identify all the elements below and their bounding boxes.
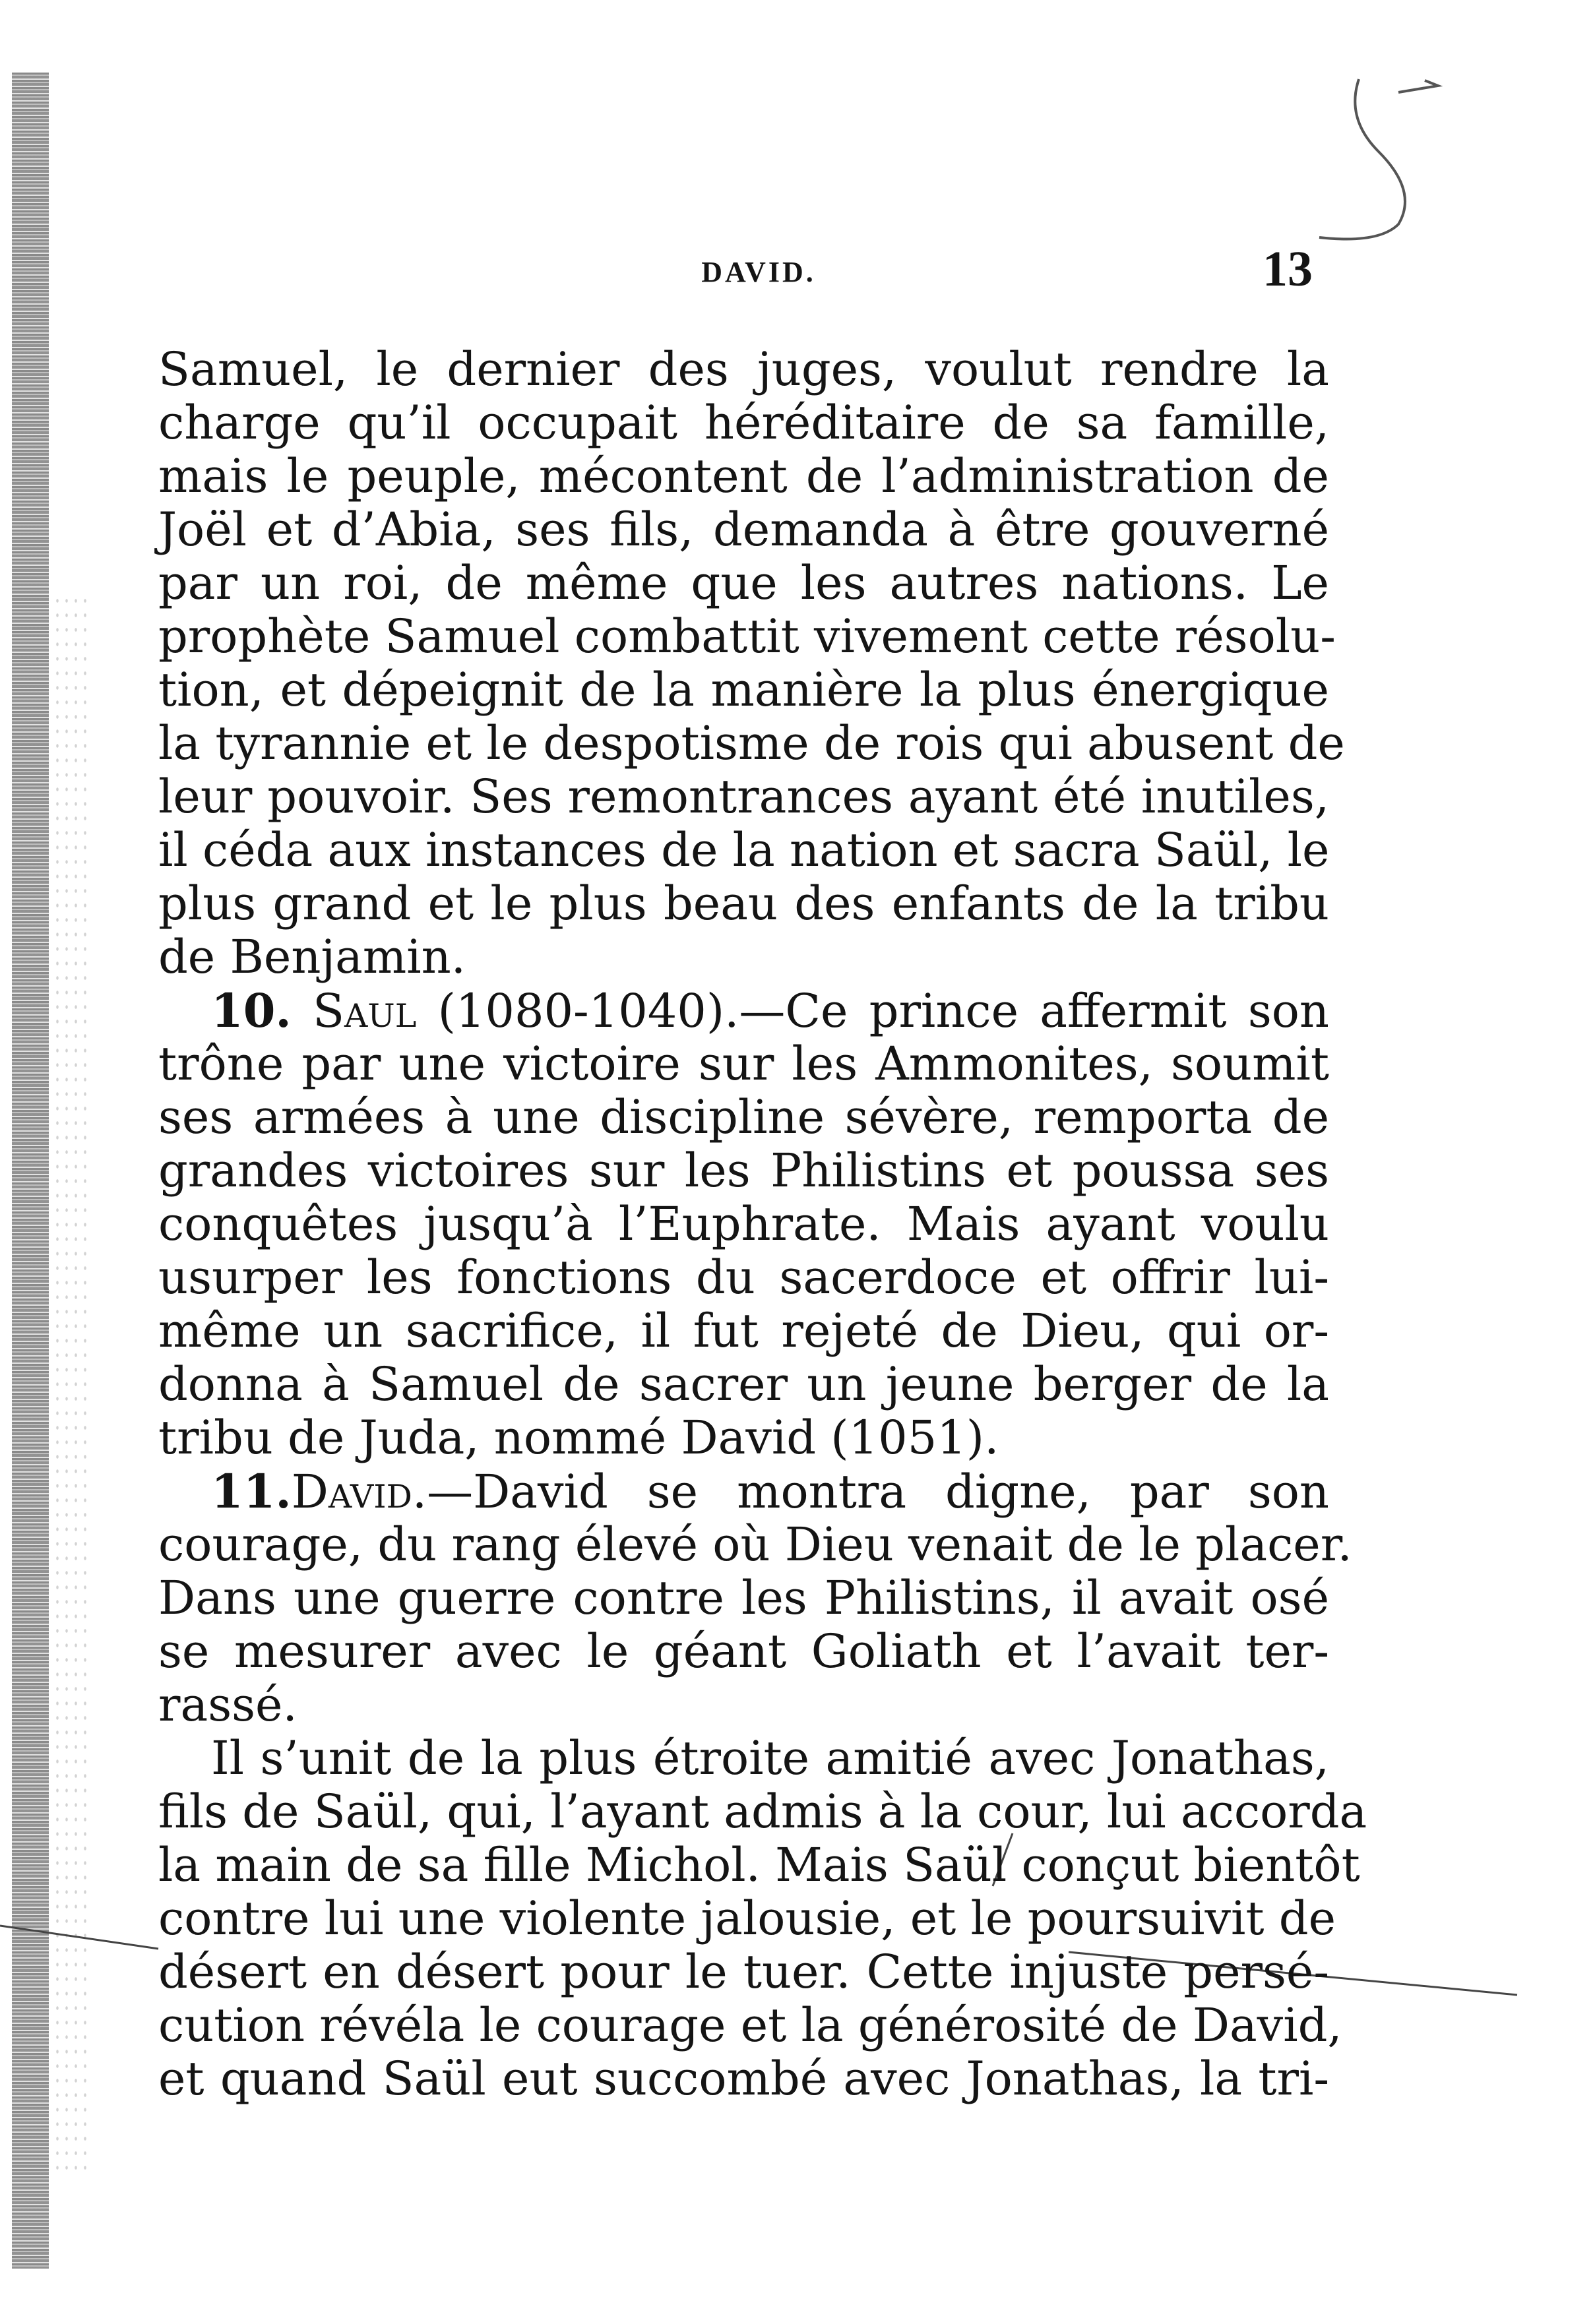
text-line: il céda aux instances de la nation et sacra Saül, le: [158, 823, 1330, 877]
text-line: charge qu’il occupait héréditaire de sa famille,: [158, 396, 1329, 450]
section-heading: Saul: [313, 984, 417, 1038]
text-line: usurper les fonctions du sacerdoce et offrir lui-: [158, 1250, 1329, 1304]
section-11-first-line: [158, 1465, 1329, 1518]
text-line: par un roi, de même que les autres nations. Le: [158, 556, 1329, 610]
text-line: conquêtes jusqu’à l’Euphrate. Mais ayant voulu: [158, 1197, 1329, 1251]
text-fragment: (1080-1040).—Ce prince affermit son: [437, 984, 1329, 1038]
running-head: DAVID.: [701, 256, 816, 288]
text-line: la main de sa fille Michol. Mais Saül conçut bientôt: [158, 1838, 1360, 1892]
text-line: la tyrannie et le despotisme de rois qui abusent de: [158, 716, 1345, 770]
section-heading: David: [291, 1465, 412, 1519]
body-text: [158, 342, 1367, 2106]
text-line: Il s’unit de la plus étroite amitié avec Jonathas,: [211, 1731, 1329, 1785]
text-line: ses armées à une discipline sévère, remporta de: [158, 1090, 1329, 1144]
text-line: de Benjamin.: [158, 930, 466, 984]
section-number: 10.: [211, 983, 292, 1038]
text-line: tribu de Juda, nommé David (1051).: [158, 1411, 999, 1465]
text-line: grandes victoires sur les Philistins et poussa ses: [158, 1144, 1329, 1198]
text-line: même un sacrifice, il fut rejeté de Dieu, qui or-: [158, 1304, 1329, 1358]
text-line: Joël et d’Abia, ses fils, demanda à être gouverné: [158, 503, 1329, 557]
text-line: rassé.: [158, 1678, 297, 1732]
text-line: plus grand et le plus beau des enfants de la tribu: [158, 876, 1329, 931]
text-line: fils de Saül, qui, l’ayant admis à la cour, lui accorda: [158, 1785, 1367, 1839]
text-line: Samuel, le dernier des juges, voulut rendre la: [158, 342, 1329, 396]
text-line: se mesurer avec le géant Goliath et l’avait ter-: [158, 1624, 1329, 1678]
section-10-first-line: [158, 984, 1329, 1037]
text-line: et quand Saül eut succombé avec Jonathas, la tri-: [158, 2052, 1329, 2106]
text-fragment: .—David se montra digne, par son: [412, 1465, 1329, 1519]
text-line: Dans une guerre contre les Philistins, il avait osé: [158, 1571, 1329, 1625]
page-header: [158, 241, 1332, 313]
text-line: tion, et dépeignit de la manière la plus énergique: [158, 663, 1329, 717]
text-line: mais le peuple, mécontent de l’administration de: [158, 449, 1329, 503]
text-line: leur pouvoir. Ses remontrances ayant été inutiles,: [158, 770, 1329, 824]
text-line: prophète Samuel combattit vivement cette résolu-: [158, 609, 1336, 663]
text-line: donna à Samuel de sacrer un jeune berger de la: [158, 1357, 1329, 1411]
binding-speckle: [53, 594, 92, 2176]
text-line: trône par une victoire sur les Ammonites, soumit: [158, 1037, 1329, 1091]
text-line: contre lui une violente jalousie, et le poursuivit de: [158, 1891, 1336, 1945]
text-line: cution révéla le courage et la générosité de David,: [158, 1998, 1342, 2052]
section-number: 11.: [211, 1464, 292, 1519]
text-line: désert en désert pour le tuer. Cette injuste persé-: [158, 1945, 1329, 1999]
binding-shadow: [12, 73, 49, 2269]
text-line: courage, du rang élevé où Dieu venait de le placer.: [158, 1517, 1352, 1572]
page-number: 13: [1263, 241, 1313, 297]
